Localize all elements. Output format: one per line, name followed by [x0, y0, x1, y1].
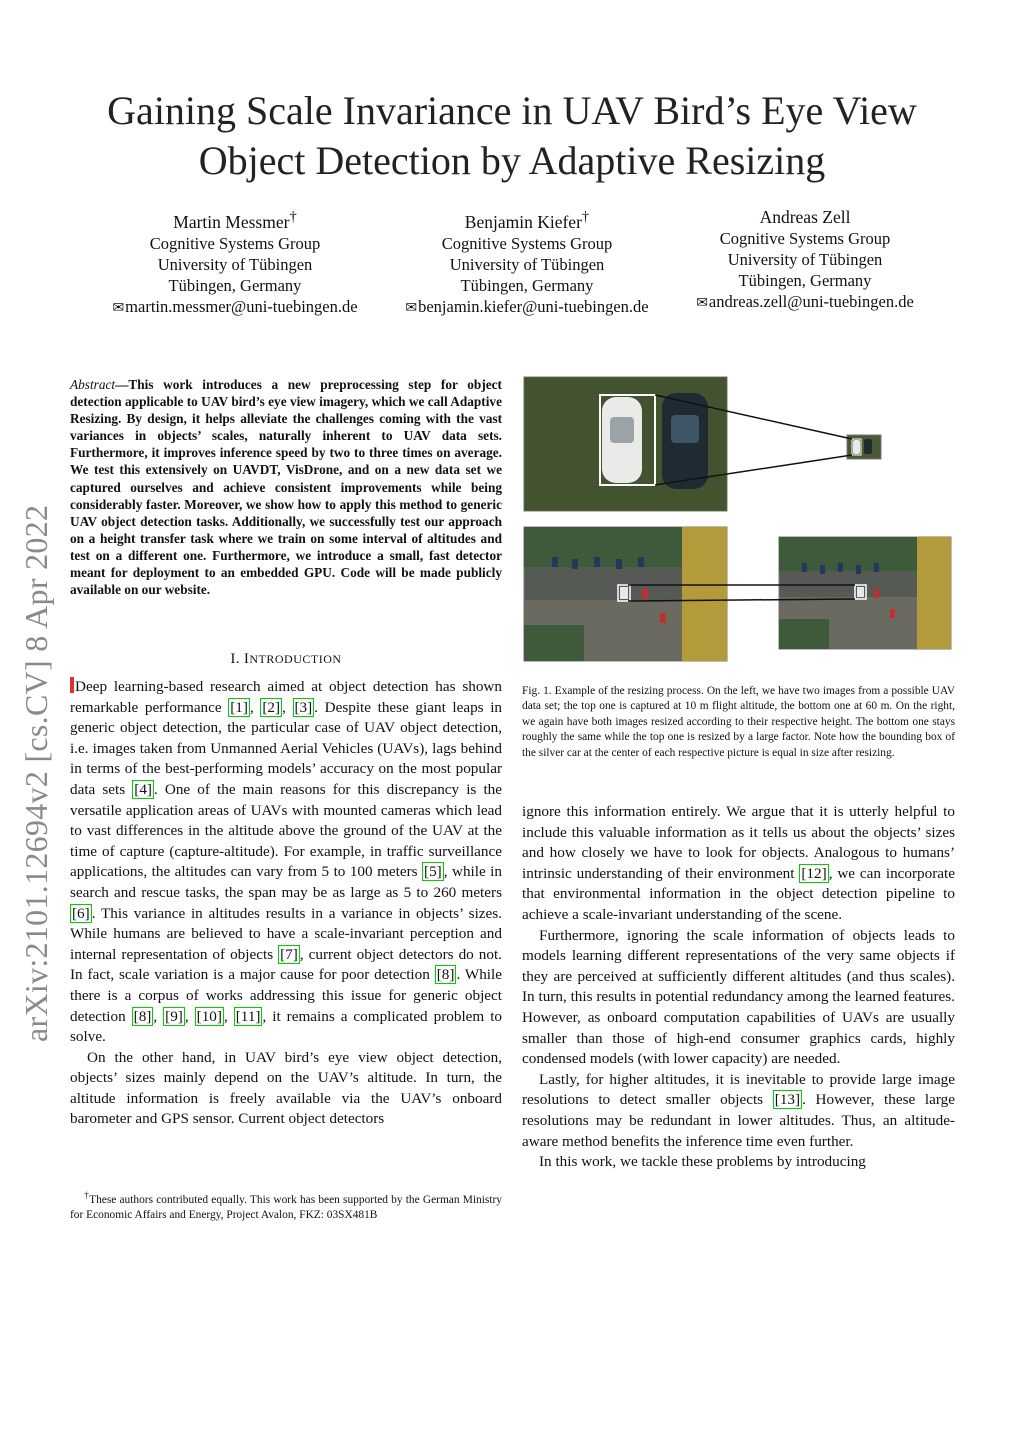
text: ignore this information entirely. We argue that it is utterly helpful to include this valuable information as it tells us about the objects’ sizes and how closely we have to look for objects. Analogous to humans’ intrinsic understanding of their environment [522, 803, 955, 882]
citation-link[interactable]: [8] [133, 1007, 152, 1025]
text: , while in search and rescue tasks, the span may be as large as 5 to 260 meters [70, 863, 502, 901]
citation-link[interactable]: [5] [424, 863, 442, 881]
citation-link[interactable]: [12] [801, 864, 827, 882]
photo-10m [524, 377, 727, 511]
author-group: Cognitive Systems Group [149, 233, 321, 253]
footnote-text: These authors contributed equally. This work has been supported by the German Ministry for Economic Affairs and Energy, Project Avalon, FKZ: 03SX481B [70, 1193, 502, 1221]
right-paragraph-3 [522, 1070, 955, 1152]
author-university: University of Tübingen [449, 254, 605, 274]
title-line-2: Object Detection by Adaptive Resizing [198, 138, 826, 183]
right-paragraph-1 [522, 802, 955, 926]
paper-title [40, 86, 984, 186]
text: Lastly, for higher altitudes, it is inevitable to provide large image resolutions to detect smaller objects [522, 1070, 955, 1109]
text: . While there is a corpus of works addressing this issue for generic object detection [70, 966, 502, 1025]
citation-link[interactable]: [13] [774, 1091, 801, 1109]
intro-paragraph-2: On the other hand, in UAV bird’s eye view object detection, objects’ sizes mainly depend on the UAV’s altitude. In turn, the altitude information is freely available via the UAV’s onboard barometer and GPS sensor. Current object detectors [70, 1048, 502, 1128]
right-column [522, 802, 955, 1173]
abstract-label: Abstract [70, 377, 116, 392]
section-number: I. [230, 651, 240, 667]
text: , [153, 1007, 164, 1025]
text: , [282, 698, 293, 716]
intro-column [70, 677, 502, 1130]
footnote [70, 1189, 502, 1223]
right-paragraph-4: In this work, we tackle these problems by introducing [539, 1153, 866, 1171]
author-email[interactable]: benjamin.kiefer@uni-tuebingen.de [418, 296, 649, 316]
author-mark: † [581, 209, 590, 225]
figure-caption: Fig. 1. Example of the resizing process. On the left, we have two images from a possible UAV data set; the top one is captured at 10 m flight altitude, the bottom one at 60 m. On the right, we again have both images resized according to their respective height. The bottom one stays roughly the same while the top one is resized by a large factor. Note how the bounding box of the silver car at the center of each respective picture is equal in size after resizing. [522, 685, 955, 759]
title-line-1: Gaining Scale Invariance in UAV Bird’s Eye View [107, 88, 917, 133]
photo-60m [524, 527, 727, 661]
section-rest: NTRODUCTION [249, 652, 342, 666]
citation-link[interactable]: [11] [235, 1007, 261, 1025]
author-group: Cognitive Systems Group [719, 229, 891, 248]
author-location: Tübingen, Germany [738, 271, 872, 290]
arxiv-identifier: arXiv:2101.12694v2 [cs.CV] 8 Apr 2022 [18, 504, 54, 1042]
citation-link[interactable]: [3] [294, 698, 313, 716]
author-location: Tübingen, Germany [168, 275, 302, 295]
author-name: Martin Messmer [173, 211, 290, 232]
abstract [70, 376, 502, 598]
author-email[interactable]: martin.messmer@uni-tuebingen.de [125, 296, 358, 316]
citation-link[interactable]: [2] [262, 698, 281, 716]
text: , it remains a complicated problem to solve. [70, 1007, 503, 1046]
text: . Despite these giant leaps in generic object detection, the particular case of UAV object detection, i.e. images taken from Unmanned Aerial Vehicles (UAVs), lags behind in terms of the best-performing models’ accuracy on the most popular data sets [70, 698, 503, 798]
author-email[interactable]: andreas.zell@uni-tuebingen.de [708, 292, 914, 311]
author-university: University of Tübingen [727, 250, 883, 269]
citation-link[interactable]: [7] [280, 945, 298, 963]
text: . One of the main reasons for this discrepancy is the versatile application areas of UAVs with mounted cameras which lead to vast differences in the altitude above the ground of the UAV at the time of capture (capture-altitude). For example, in traffic surveillance applications, the altitudes can vary from 5 to 100 meters [70, 780, 502, 881]
author-block-1 [90, 207, 380, 319]
author-block-2 [382, 207, 672, 319]
envelope-icon: ✉ [696, 296, 708, 311]
citation-link[interactable]: [4] [134, 780, 152, 798]
author-location: Tübingen, Germany [460, 275, 594, 295]
text: , [223, 1007, 234, 1025]
text: , [184, 1007, 195, 1025]
figure-1 [522, 375, 956, 665]
section-initial: I [244, 651, 250, 667]
envelope-icon: ✉ [405, 300, 418, 316]
text: . However, these large resolutions may be redundant in lower altitudes. Thus, an altitude-aware method benefits the inference time even further. [522, 1091, 955, 1150]
citation-link[interactable]: [8] [436, 966, 455, 984]
abstract-text: —This work introduces a new preprocessing step for object detection applicable to UAV bird’s eye view imagery, which we call Adaptive Resizing. By design, it helps alleviate the challenges coming with the vast variances in objects’ scales, naturally inherent to UAV data sets. Furthermore, it improves inference speed by two to three times on average. We test this extensively on UAVDT, VisDrone, and on a new data set we captured ourselves and achieve consistent improvements while being considerably faster. Moreover, we show how to apply this method to generic UAV object detection tasks. Additionally, we successfully test our approach on a height transfer task where we train on some interval of altitudes and test on a different one. Furthermore, we introduce a small, fast detector meant for deployment to an embedded GPU. Code will be made publicly available on our website. [70, 377, 502, 598]
text: . This variance in altitudes results in a variance in objects’ sizes. While humans are believed to have a scale-invariant perception and internal representation of objects [70, 904, 502, 963]
author-name: Benjamin Kiefer [464, 211, 582, 232]
citation-link[interactable]: [1] [230, 698, 248, 716]
author-block-3 [660, 207, 950, 314]
intro-paragraph-1 [70, 677, 502, 1048]
author-group: Cognitive Systems Group [441, 233, 613, 253]
right-paragraph-2: Furthermore, ignoring the scale information of objects leads to models learning different representations of the very same objects if they are perceived at sufficiently different altitudes (and thus scales). In turn, this results in potential redundancy among the learned features. However, as onboard computation capabilities of UAVs are usually smaller than those of high-end consumer graphics cards, highly condensed models (with lower capacity) are needed. [522, 926, 955, 1068]
author-university: University of Tübingen [157, 254, 313, 274]
envelope-icon: ✉ [112, 300, 125, 316]
text: , current object detectors do not. In fact, scale variation is a major cause for poor detection [70, 945, 502, 984]
text: , we can incorporate that environmental information in the object detection pipeline to achieve a scale-invariant understanding of the scene. [522, 864, 955, 923]
author-mark: † [289, 209, 297, 225]
text: , [249, 698, 261, 716]
citation-link[interactable]: [10] [196, 1007, 222, 1025]
text: Deep learning-based research aimed at object detection has shown remarkable performance [70, 678, 502, 716]
photo-10m-resized [847, 435, 881, 459]
author-name: Andreas Zell [759, 207, 851, 227]
citation-link[interactable]: [6] [72, 904, 90, 922]
text-cursor [70, 677, 74, 693]
footnote-mark: † [84, 1191, 90, 1201]
photo-60m-resized [779, 537, 951, 649]
section-heading [70, 651, 502, 668]
citation-link[interactable]: [9] [165, 1007, 183, 1025]
